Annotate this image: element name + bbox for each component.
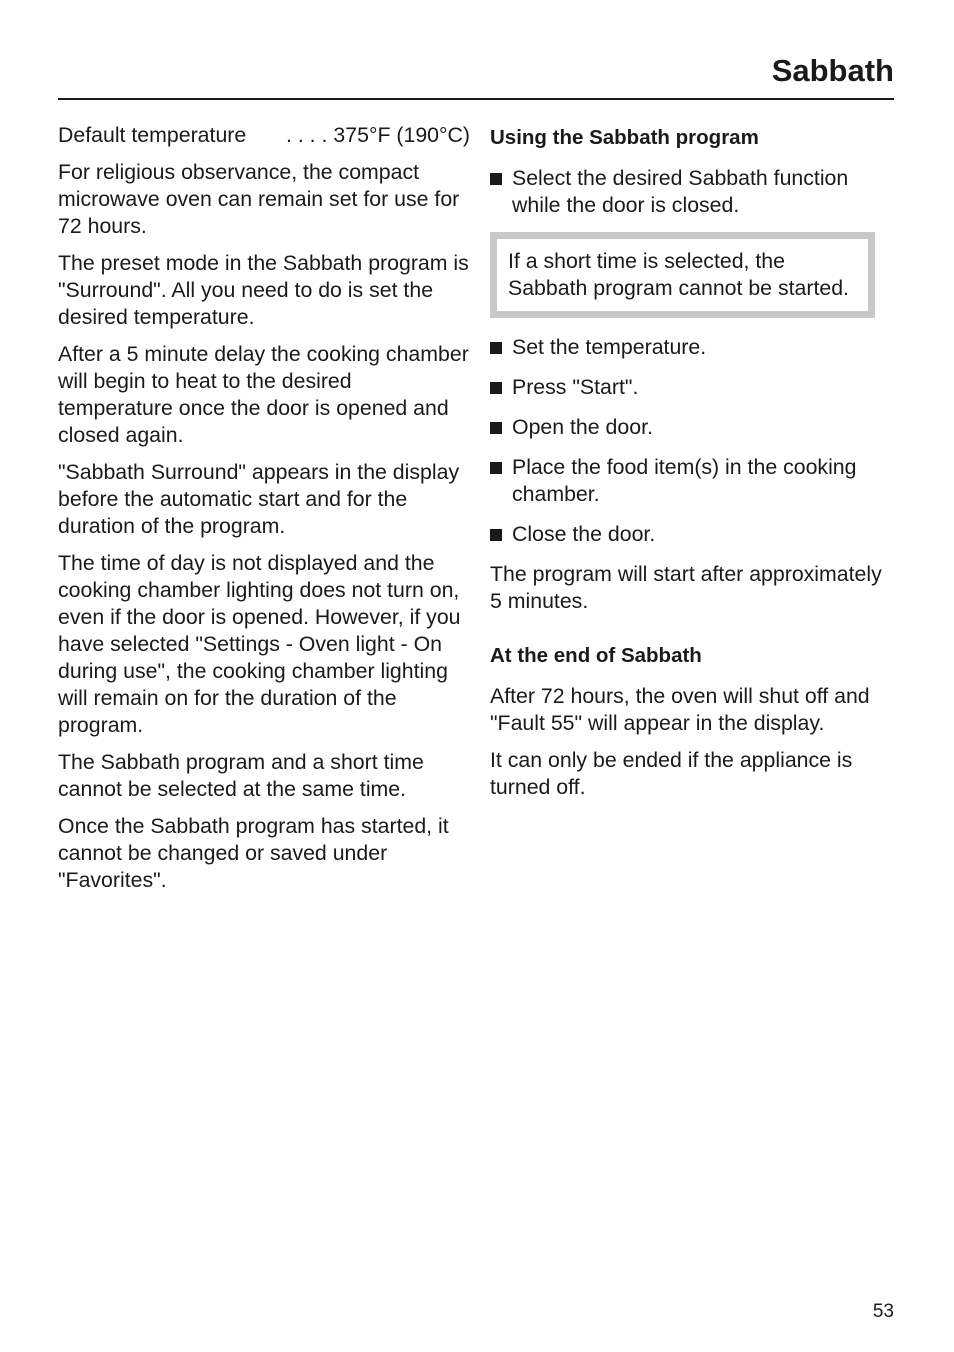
square-bullet-icon (490, 454, 512, 508)
step-close-door (490, 521, 898, 548)
note-text: If a short time is selected, the Sabbath program cannot be started. (508, 249, 849, 300)
paragraph-program-start: The program will start after approximately 5 minutes. (490, 562, 882, 613)
square-bullet-icon (490, 334, 512, 361)
step-text: Close the door. (512, 522, 656, 546)
paragraph-religious-observance: For religious observance, the compact microwave oven can remain set for use for 72 hours. (58, 160, 460, 238)
section-heading-end: At the end of Sabbath (490, 644, 702, 667)
step-press-start (490, 374, 898, 401)
section-heading-using: Using the Sabbath program (490, 126, 759, 149)
square-bullet-icon (490, 414, 512, 441)
paragraph-time-of-day: The time of day is not displayed and the cooking chamber lighting does not turn on, even if the door is opened. However, if you have selected "Settings - Oven light - On during use", the cooking chamber lighting will remain on for the duration of the program. (58, 551, 461, 737)
left-column (58, 122, 470, 904)
default-temperature-row (58, 122, 470, 149)
step-text: Open the door. (512, 415, 653, 439)
title-divider (58, 98, 894, 100)
step-text: Press "Start". (512, 375, 639, 399)
square-bullet-icon (490, 374, 512, 401)
step-open-door (490, 414, 898, 441)
paragraph-ended: It can only be ended if the appliance is turned off. (490, 748, 853, 799)
step-set-temperature (490, 334, 898, 361)
paragraph-favorites: Once the Sabbath program has started, it cannot be changed or saved under "Favorites". (58, 814, 449, 892)
square-bullet-icon (490, 521, 512, 548)
paragraph-preset-mode: The preset mode in the Sabbath program is "Surround". All you need to do is set the desired temperature. (58, 251, 469, 329)
default-temperature-leader: . . . . (285, 123, 328, 147)
paragraph-display: "Sabbath Surround" appears in the display before the automatic start and for the duration of the program. (58, 460, 460, 538)
paragraph-short-time: The Sabbath program and a short time cannot be selected at the same time. (58, 750, 424, 801)
note-box (490, 232, 875, 318)
step-place-food (490, 454, 898, 508)
step-text: Place the food item(s) in the cooking chamber. (512, 455, 857, 506)
paragraph-delay: After a 5 minute delay the cooking chamber will begin to heat to the desired temperature once the door is opened and closed again. (58, 342, 469, 447)
right-column (490, 122, 898, 811)
default-temperature-label: Default temperature (58, 123, 247, 147)
default-temperature-value: 375°F (190°C) (333, 123, 470, 147)
step-select-function (490, 165, 898, 219)
square-bullet-icon (490, 165, 512, 219)
step-text: Set the temperature. (512, 335, 707, 359)
paragraph-shut-off: After 72 hours, the oven will shut off and "Fault 55" will appear in the display. (490, 684, 870, 735)
step-text: Select the desired Sabbath function while the door is closed. (512, 166, 849, 217)
page-title: Sabbath (771, 53, 894, 88)
page-number: 53 (872, 1301, 894, 1322)
